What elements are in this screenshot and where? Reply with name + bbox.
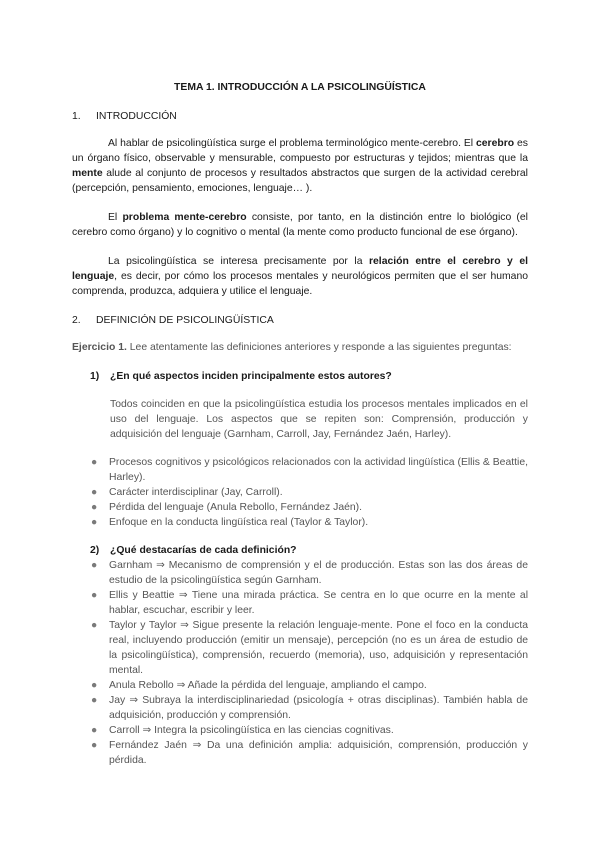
question-1-number: 1) (90, 371, 100, 382)
list-item-text: Procesos cognitivos y psicológicos relacionados con la actividad lingüística (Ellis & Beattie, Harley). (109, 457, 528, 483)
bullet-icon: ● (91, 620, 98, 631)
list-item-text: Anula Rebollo ⇒ Añade la pérdida del lenguaje, ampliando el campo. (109, 680, 427, 691)
list-item-text: Carroll ⇒ Integra la psicolingüística en las ciencias cognitivas. (109, 725, 394, 736)
list-item (72, 558, 528, 588)
list-item-text: Pérdida del lenguaje (Anula Rebollo, Fernández Jaén). (109, 502, 363, 513)
question-2-text: ¿Qué destacarías de cada definición? (110, 545, 297, 556)
list-item-text: Taylor y Taylor ⇒ Sigue presente la relación lenguaje-mente. Pone el foco en la conducta real, incluyendo producción (emitir un mensaje), percepción (no es un área de estudio de la psicolingüística), comprensión, recuerdo (memoria), uso, adquisición y representación mental. (109, 620, 528, 676)
list-item-text: Fernández Jaén ⇒ Da una definición amplia: adquisición, comprensión, producción y pérdida. (109, 740, 528, 766)
list-item (72, 693, 528, 723)
exercise-label: Ejercicio 1. (72, 342, 127, 353)
question-1-answer: Todos coinciden en que la psicolingüística estudia los procesos mentales implicados en el uso del lenguaje. Los aspectos que se repiten son: Comprensión, producción y adquisición del lenguaje (Garnham, Carroll, Jay, Fernández Jaén, Harley). (110, 399, 528, 440)
intro-paragraph-1 (72, 136, 528, 196)
list-item (72, 588, 528, 618)
bold-term-relacion: relación entre el cerebro y el lenguaje (72, 256, 528, 282)
text-run: consiste, por tanto, en la distinción entre lo biológico (el cerebro como órgano) y lo cognitivo o mental (la mente como producto funcional de ese órgano). (72, 212, 528, 238)
list-item-text: Garnham ⇒ Mecanismo de comprensión y el de producción. Estas son las dos áreas de estudio de la psicolingüística según Garnham. (109, 560, 528, 586)
exercise-prompt (72, 340, 528, 355)
list-item (72, 723, 528, 738)
bullet-icon: ● (91, 457, 98, 468)
intro-paragraph-2 (72, 210, 528, 240)
bullet-icon: ● (91, 680, 98, 691)
intro-paragraph-3 (72, 254, 528, 299)
list-item (72, 738, 528, 768)
list-item-text: Ellis y Beattie ⇒ Tiene una mirada práctica. Se centra en lo que ocurre en la mente al hablar, escuchar, escribir y leer. (109, 590, 528, 616)
question-2-bullet-list (72, 558, 528, 768)
bullet-icon: ● (91, 502, 98, 513)
bold-term-mente: mente (72, 168, 103, 179)
list-item-text: Carácter interdisciplinar (Jay, Carroll). (109, 487, 283, 498)
bullet-icon: ● (91, 560, 98, 571)
list-item (72, 455, 528, 485)
page-title: TEMA 1. INTRODUCCIÓN A LA PSICOLINGÜÍSTICA (174, 82, 426, 93)
bullet-icon: ● (91, 517, 98, 528)
bullet-icon: ● (91, 695, 98, 706)
bullet-icon: ● (91, 590, 98, 601)
list-item (72, 500, 528, 515)
section-2-number: 2. (72, 315, 81, 326)
text-run: Al hablar de psicolingüística surge el problema terminológico mente-cerebro. El (108, 138, 476, 149)
section-1-title: INTRODUCCIÓN (96, 111, 177, 122)
question-1-text: ¿En qué aspectos inciden principalmente estos autores? (110, 371, 392, 382)
list-item (72, 485, 528, 500)
text-run: alude al conjunto de procesos y resultados abstractos que surgen de la actividad cerebral (percepción, pensamiento, emociones, lenguaje… ). (72, 168, 528, 194)
bullet-icon: ● (91, 740, 98, 751)
bullet-icon: ● (91, 487, 98, 498)
list-item-text: Enfoque en la conducta lingüística real (Taylor & Taylor). (109, 517, 369, 528)
section-2-heading (72, 313, 528, 328)
bold-term-problema: problema mente-cerebro (122, 212, 247, 223)
list-item (72, 678, 528, 693)
section-1-number: 1. (72, 111, 81, 122)
text-run: La psicolingüística se interesa precisamente por la (108, 256, 369, 267)
question-1 (90, 369, 528, 384)
text-run: es un órgano físico, observable y mensurable, compuesto por estructuras y tejidos; mientras que la (72, 138, 528, 164)
text-run: , es decir, por cómo los procesos mentales y neurológicos permiten que el ser humano comprenda, produzca, adquiera y utilice el lenguaje. (72, 271, 528, 297)
text-run: El (108, 212, 123, 223)
bullet-icon: ● (91, 725, 98, 736)
list-item (72, 515, 528, 530)
section-2-title: DEFINICIÓN DE PSICOLINGÜÍSTICA (96, 315, 274, 326)
section-1-heading (72, 109, 528, 124)
exercise-text: Lee atentamente las definiciones anteriores y responde a las siguientes preguntas: (126, 342, 512, 353)
question-2 (90, 543, 528, 558)
question-2-number: 2) (90, 545, 100, 556)
bold-term-cerebro: cerebro (475, 138, 515, 149)
list-item-text: Jay ⇒ Subraya la interdisciplinariedad (psicología + otras disciplinas). También habla de adquisición, producción y comprensión. (109, 695, 528, 721)
question-1-bullet-list (72, 455, 528, 530)
list-item (72, 618, 528, 678)
